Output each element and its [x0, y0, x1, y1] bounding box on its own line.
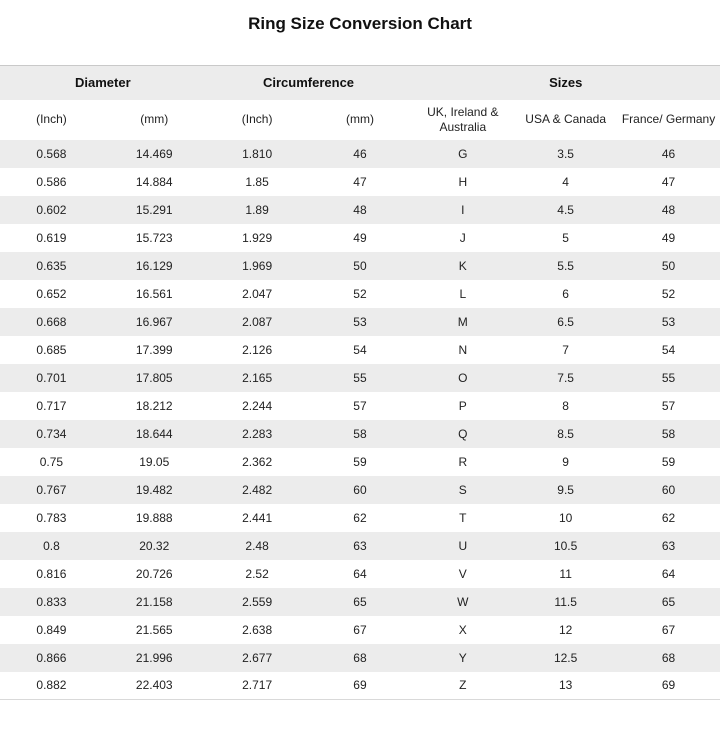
column-header-uk-ireland-australia: UK, Ireland & Australia [411, 100, 514, 140]
table-cell: 21.565 [135, 622, 173, 637]
table-row [0, 140, 720, 168]
table-cell: 6 [562, 286, 569, 301]
table-cell: 0.783 [36, 510, 67, 525]
table-head [0, 66, 720, 140]
table-row [0, 532, 720, 560]
table-cell: 6.5 [557, 314, 574, 329]
table-cell: 5.5 [557, 258, 574, 273]
table-row [0, 644, 720, 672]
table-cell: 19.482 [135, 482, 173, 497]
table-cell: 17.805 [135, 370, 173, 385]
table-cell: 50 [353, 258, 367, 273]
table-cell: 68 [353, 650, 367, 665]
table-cell: 0.75 [39, 454, 64, 469]
table-cell: 0.701 [36, 370, 67, 385]
table-cell: 65 [353, 594, 367, 609]
table-cell: 48 [353, 202, 367, 217]
table-cell: 0.816 [36, 566, 67, 581]
table-cell: 18.644 [135, 426, 173, 441]
table-cell: 57 [661, 398, 676, 413]
table-cell: 57 [353, 398, 367, 413]
table-cell: 1.929 [242, 230, 273, 245]
table-cell: 7 [562, 342, 569, 357]
table-cell: 0.602 [36, 202, 67, 217]
table-cell: N [458, 342, 468, 357]
table-cell: 2.559 [242, 594, 273, 609]
table-cell: 2.165 [242, 370, 273, 385]
table-cell: 67 [353, 622, 367, 637]
table-cell: 63 [353, 538, 367, 553]
table-row [0, 616, 720, 644]
table-cell: T [459, 510, 467, 525]
table-cell: 0.619 [36, 230, 67, 245]
table-cell: 1.89 [245, 202, 269, 217]
table-row [0, 420, 720, 448]
table-cell: S [458, 482, 467, 497]
table-cell: 8.5 [557, 426, 574, 441]
column-header-france-germany: France/ Germany [617, 100, 720, 140]
table-cell: 10.5 [553, 538, 578, 553]
table-cell: 2.362 [242, 454, 273, 469]
table-cell: 8 [562, 398, 569, 413]
table-cell: 46 [661, 146, 676, 161]
table-cell: 48 [661, 202, 676, 217]
page-title: Ring Size Conversion Chart [248, 14, 472, 33]
group-header-row [0, 66, 720, 100]
table-cell: 21.158 [135, 594, 173, 609]
table-cell: 59 [661, 454, 676, 469]
table-cell: R [458, 454, 468, 469]
table-row [0, 308, 720, 336]
table-cell: 12.5 [553, 650, 578, 665]
ring-size-conversion-table [0, 65, 720, 700]
table-cell: 58 [661, 426, 676, 441]
table-cell: 1.85 [245, 174, 269, 189]
table-cell: 0.8 [43, 538, 60, 553]
table-cell: 2.283 [242, 426, 273, 441]
table-row [0, 224, 720, 252]
table-cell: 3.5 [557, 146, 574, 161]
column-header-circumference-inch: (Inch) [206, 100, 309, 140]
table-row [0, 168, 720, 196]
table-cell: 64 [353, 566, 367, 581]
table-cell: 1.810 [242, 146, 273, 161]
table-cell: 2.638 [242, 622, 273, 637]
table-row [0, 336, 720, 364]
table-cell: 69 [353, 678, 367, 693]
table-row [0, 448, 720, 476]
table-cell: 47 [661, 174, 676, 189]
table-cell: 20.726 [135, 566, 173, 581]
table-row [0, 392, 720, 420]
table-cell: 0.568 [36, 146, 67, 161]
table-cell: 0.717 [36, 398, 67, 413]
table-cell: 0.652 [36, 286, 67, 301]
table-cell: Z [459, 678, 467, 693]
table-cell: 55 [661, 370, 676, 385]
table-cell: 0.734 [36, 426, 67, 441]
table-cell: 65 [661, 594, 676, 609]
table-cell: 2.047 [242, 286, 273, 301]
table-cell: 14.884 [135, 174, 173, 189]
table-row [0, 196, 720, 224]
table-cell: 49 [661, 230, 676, 245]
table-row [0, 364, 720, 392]
table-cell: 50 [661, 258, 676, 273]
table-cell: 2.482 [242, 482, 273, 497]
table-cell: V [458, 566, 467, 581]
table-cell: 63 [661, 538, 676, 553]
table-cell: U [458, 538, 468, 553]
table-cell: X [458, 622, 467, 637]
table-cell: 21.996 [135, 650, 173, 665]
table-cell: 1.969 [242, 258, 273, 273]
column-header-row [0, 100, 720, 140]
table-cell: 2.244 [242, 398, 273, 413]
table-cell: 20.32 [139, 538, 170, 553]
table-cell: 13 [558, 678, 573, 693]
table-cell: L [459, 286, 467, 301]
table-cell: 2.441 [242, 510, 273, 525]
table-cell: 16.967 [135, 314, 173, 329]
table-cell: 11.5 [554, 594, 577, 609]
table-cell: K [458, 258, 467, 273]
table-cell: 54 [661, 342, 676, 357]
table-cell: 52 [353, 286, 367, 301]
table-cell: 18.212 [135, 398, 173, 413]
table-cell: 2.677 [242, 650, 273, 665]
table-cell: 0.586 [36, 174, 67, 189]
column-header-diameter-mm: (mm) [103, 100, 206, 140]
column-header-circumference-mm: (mm) [309, 100, 412, 140]
table-cell: W [457, 594, 469, 609]
table-row [0, 560, 720, 588]
table-cell: 47 [353, 174, 367, 189]
table-cell: 12 [558, 622, 573, 637]
table-cell: 11 [559, 566, 572, 581]
column-header-diameter-inch: (Inch) [0, 100, 103, 140]
table-cell: 46 [353, 146, 367, 161]
table-row [0, 280, 720, 308]
table-cell: 9 [562, 454, 569, 469]
table-row [0, 504, 720, 532]
table-cell: O [458, 370, 468, 385]
table-row [0, 252, 720, 280]
table-cell: 0.866 [36, 650, 67, 665]
table-cell: 14.469 [135, 146, 173, 161]
table-cell: 49 [353, 230, 367, 245]
table-cell: 2.52 [245, 566, 269, 581]
table-cell: 53 [661, 314, 676, 329]
table-cell: 7.5 [557, 370, 574, 385]
table-cell: 2.087 [242, 314, 273, 329]
table-cell: 67 [661, 622, 676, 637]
table-cell: 53 [353, 314, 367, 329]
table-cell: I [461, 202, 465, 217]
table-body [0, 140, 720, 700]
table-cell: 16.129 [135, 258, 173, 273]
table-cell: 19.05 [139, 454, 170, 469]
table-cell: 0.849 [36, 622, 67, 637]
table-row [0, 476, 720, 504]
table-cell: 64 [661, 566, 676, 581]
table-cell: 52 [661, 286, 676, 301]
table-cell: 62 [661, 510, 676, 525]
table-cell: 0.668 [36, 314, 67, 329]
table-cell: 0.635 [36, 258, 67, 273]
table-cell: 10 [558, 510, 573, 525]
table-cell: 4.5 [557, 202, 574, 217]
table-cell: 0.685 [36, 342, 67, 357]
table-cell: 2.717 [242, 678, 273, 693]
table-cell: Y [458, 650, 467, 665]
table-cell: 4 [562, 174, 569, 189]
column-header-usa-canada: USA & Canada [514, 100, 617, 140]
table-cell: 58 [353, 426, 367, 441]
table-cell: H [458, 174, 468, 189]
group-header-sizes: Sizes [411, 66, 720, 100]
table-cell: 19.888 [135, 510, 173, 525]
table-cell: 9.5 [557, 482, 574, 497]
table-row [0, 588, 720, 616]
table-cell: 2.48 [245, 538, 269, 553]
table-row [0, 672, 720, 700]
table-cell: 0.767 [36, 482, 67, 497]
table-cell: 5 [562, 230, 569, 245]
table-cell: 60 [661, 482, 676, 497]
table-cell: 62 [353, 510, 367, 525]
table-cell: 15.291 [135, 202, 173, 217]
group-header-circumference: Circumference [206, 66, 412, 100]
table-cell: J [459, 230, 466, 245]
table-cell: G [458, 146, 468, 161]
table-cell: 22.403 [135, 678, 173, 693]
table-cell: 0.833 [36, 594, 67, 609]
table-cell: 55 [353, 370, 367, 385]
table-cell: 54 [353, 342, 367, 357]
table-cell: 68 [661, 650, 676, 665]
table-cell: P [458, 398, 467, 413]
table-cell: 69 [661, 678, 676, 693]
table-cell: 59 [353, 454, 367, 469]
table-cell: 2.126 [242, 342, 273, 357]
table-cell: 16.561 [135, 286, 173, 301]
table-cell: 15.723 [135, 230, 173, 245]
group-header-diameter: Diameter [0, 66, 206, 100]
table-cell: Q [458, 426, 468, 441]
table-cell: 60 [353, 482, 367, 497]
table-cell: M [457, 314, 468, 329]
table-cell: 0.882 [36, 678, 67, 693]
table-cell: 17.399 [135, 342, 173, 357]
